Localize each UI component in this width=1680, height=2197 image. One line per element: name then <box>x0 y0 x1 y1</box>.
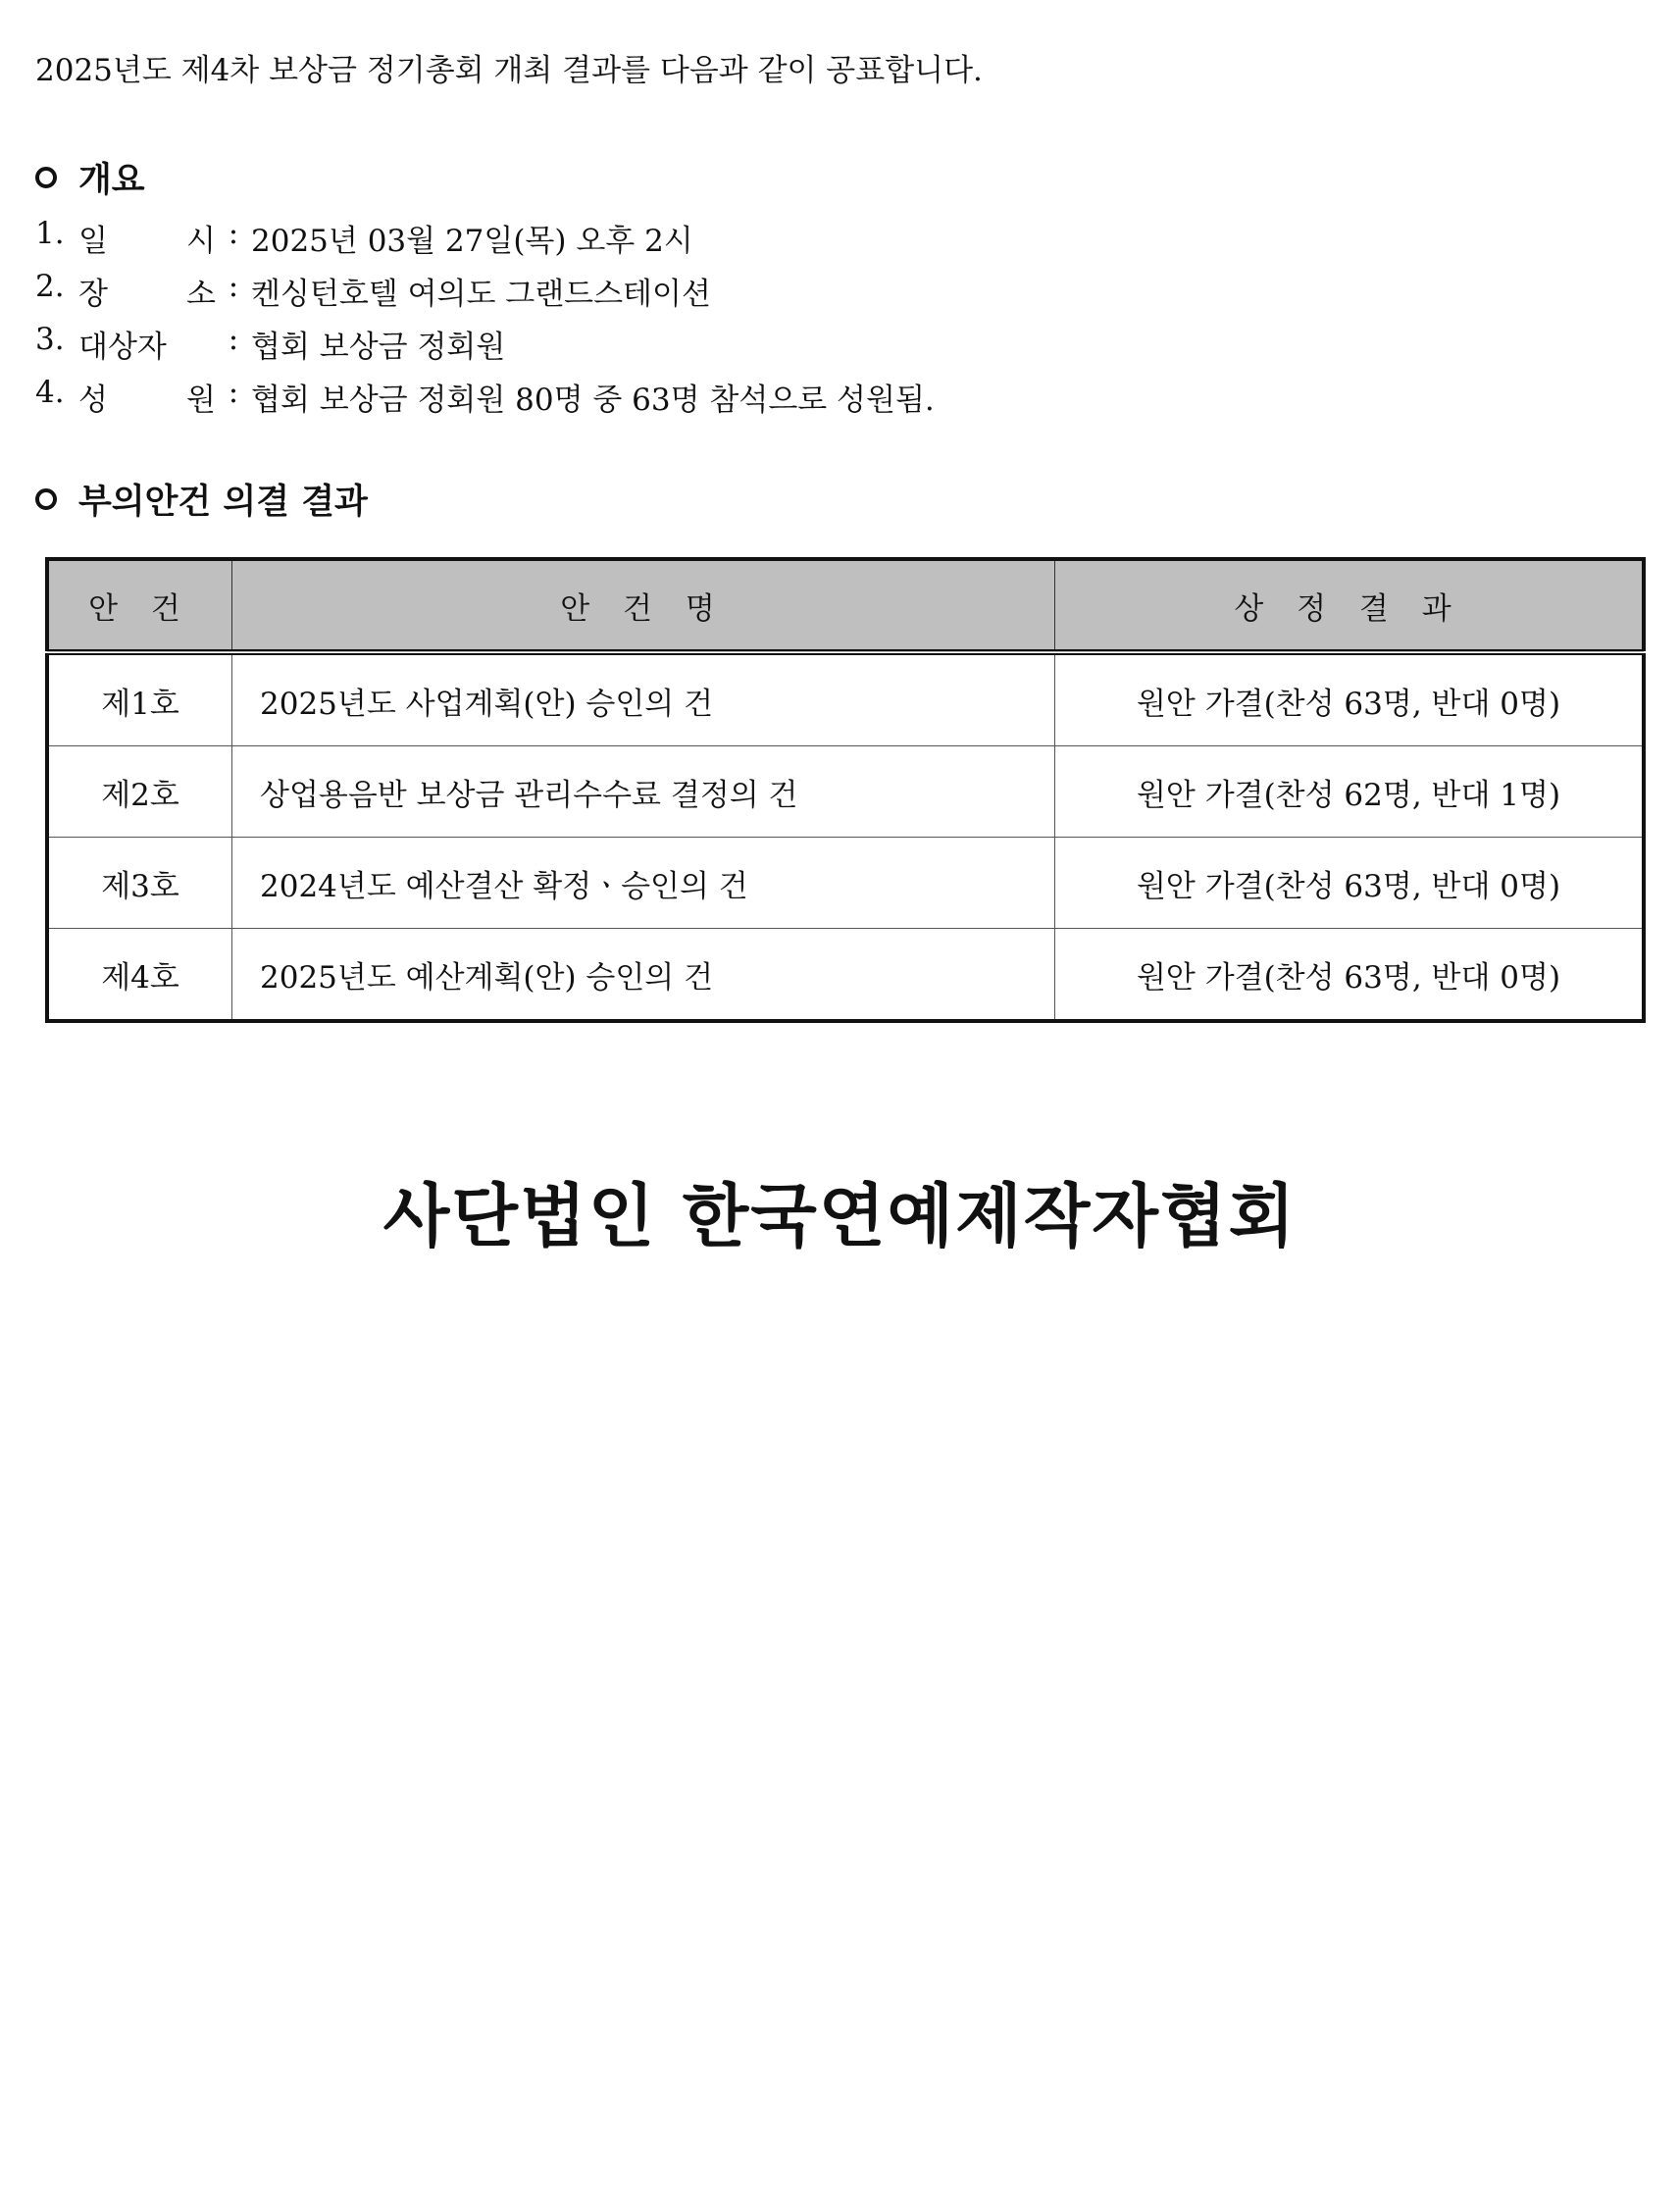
overview-value: 협회 보상금 정회원 <box>251 330 506 365</box>
overview-value: 켄싱턴호텔 여의도 그랜드스테이션 <box>251 277 711 312</box>
header-agenda-no: 안 건 <box>47 559 232 652</box>
agenda-title: 상업용음반 보상금 관리수수료 결정의 건 <box>232 746 1055 838</box>
circle-bullet-icon <box>35 167 57 188</box>
agenda-title: 2025년도 예산계획(안) 승인의 건 <box>232 929 1055 1022</box>
agenda-title: 2024년도 예산결산 확정ㆍ승인의 건 <box>232 838 1055 929</box>
section-title: 개요 <box>78 160 145 200</box>
agenda-no: 제2호 <box>47 746 232 838</box>
overview-item-place: 2. 장 소 : 켄싱턴호텔 여의도 그랜드스테이션 <box>35 269 711 312</box>
section-heading-results <box>35 475 368 524</box>
resolution-results-table <box>45 557 1646 1023</box>
agenda-no: 제3호 <box>47 838 232 929</box>
intro-text: 2025년도 제4차 보상금 정기총회 개최 결과를 다음과 같이 공표합니다. <box>35 53 983 88</box>
overview-item-target: 3. 대상자 : 협회 보상금 정회원 <box>35 322 506 365</box>
overview-item-date: 1. 일 시 : 2025년 03월 27일(목) 오후 2시 <box>35 216 693 259</box>
agenda-result: 원안 가결(찬성 63명, 반대 0명) <box>1055 838 1645 929</box>
table-row <box>47 746 1644 838</box>
agenda-no: 제4호 <box>47 929 232 1022</box>
table-row <box>47 929 1644 1022</box>
overview-item-quorum: 4. 성 원 : 협회 보상금 정회원 80명 중 63명 참석으로 성원됨. <box>35 375 935 418</box>
organization-name: 사단법인 한국연예제작자협회 <box>382 1175 1298 1256</box>
overview-value: 2025년 03월 27일(목) 오후 2시 <box>251 224 693 259</box>
table-header-row <box>47 559 1644 652</box>
agenda-no: 제1호 <box>47 652 232 746</box>
agenda-result: 원안 가결(찬성 63명, 반대 0명) <box>1055 652 1645 746</box>
table-row <box>47 652 1644 746</box>
header-result: 상 정 결 과 <box>1055 559 1645 652</box>
section-title: 부의안건 의결 결과 <box>78 482 368 522</box>
header-agenda-title: 안 건 명 <box>232 559 1055 652</box>
agenda-title: 2025년도 사업계획(안) 승인의 건 <box>232 652 1055 746</box>
table-row <box>47 838 1644 929</box>
overview-value: 협회 보상금 정회원 80명 중 63명 참석으로 성원됨. <box>251 383 935 418</box>
agenda-result: 원안 가결(찬성 63명, 반대 0명) <box>1055 929 1645 1022</box>
agenda-result: 원안 가결(찬성 62명, 반대 1명) <box>1055 746 1645 838</box>
section-heading-overview <box>35 153 145 202</box>
circle-bullet-icon <box>35 488 57 510</box>
